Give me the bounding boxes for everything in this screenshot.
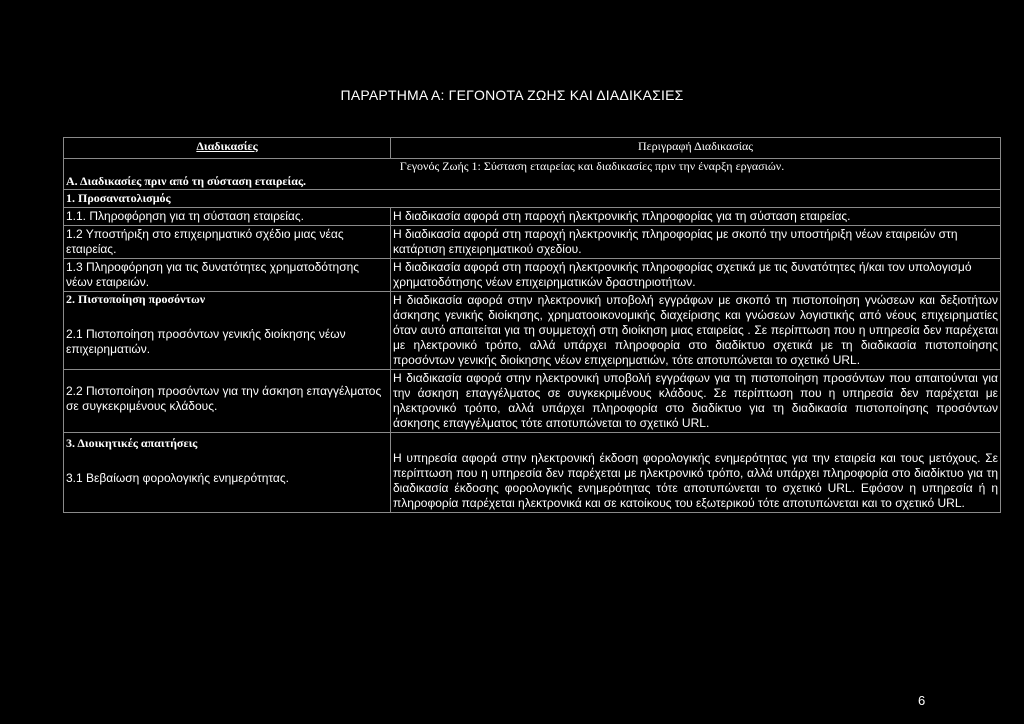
page-title: ΠΑΡΑΡΤΗΜΑ Α: ΓΕΓΟΝΟΤΑ ΖΩΗΣ ΚΑΙ ΔΙΑΔΙΚΑΣΙΕΣ xyxy=(340,87,684,103)
table-row xyxy=(64,208,1001,226)
header-procedures: Διαδικασίες xyxy=(64,138,391,159)
procedure-1-3: 1.3 Πληροφόρηση για τις δυνατότητες χρηματοδότησης νέων εταιρειών. xyxy=(64,259,391,292)
section-1-row xyxy=(64,190,1001,208)
table-row xyxy=(64,259,1001,292)
table-row xyxy=(64,226,1001,259)
description-1-3: Η διαδικασία αφορά στη παροχή ηλεκτρονικής πληροφορίας σχετικά με τις δυνατότητες ή/και τον υπολογισμό χρηματοδότησης νέων επιχειρηματικών δραστηριοτήτων. xyxy=(391,259,1001,292)
description-2-1: Η διαδικασία αφορά στην ηλεκτρονική υποβολή εγγράφων με σκοπό τη πιστοποίηση γνώσεων και δεξιοτήτων άσκησης γενικής διοίκησης, χρηματοοικονομικής διαχείρισης και γνώσεων λογιστικής από νέους επιχειρηματίες όταν αυτό απαιτείται για τη συμμετοχή στη διοίκηση μιας εταιρείας . Σε περίπτωση που η υπηρεσία δεν παρέχεται με ηλεκτρονικό τρόπο, αλλά υπάρχει πληροφορία στο διαδίκτυο σχετικά με τη διαδικασία πιστοποίησης προσόντων γενικής διοίκησης νέων επιχειρηματιών, τότε αποτυπώνεται το σχετικό URL. xyxy=(391,292,1001,370)
header-description: Περιγραφή Διαδικασίας xyxy=(391,138,1001,159)
page-number: 6 xyxy=(918,693,926,708)
description-3-1: Η υπηρεσία αφορά στην ηλεκτρονική έκδοση φορολογικής ενημερότητας για την εταιρεία και τους μετόχους. Σε περίπτωση που η υπηρεσία δεν παρέχεται με ηλεκτρονικό τρόπο, αλλά υπάρχει πληροφορία στο διαδίκτυο για τη διαδικασία έκδοσης φορολογικής ενημερότητας τότε αποτυπώνεται το σχετικό URL. Εφόσον η υπηρεσία ή η πληροφορία παρέχεται ηλεκτρονικά και σε κατοίκους του εξωτερικού τότε αποτυπώνεται και το σχετικό URL. xyxy=(391,433,1001,513)
table-row xyxy=(64,292,1001,370)
table-row xyxy=(64,370,1001,433)
section-1-title: 1. Προσανατολισμός xyxy=(64,190,1001,208)
description-1-1: Η διαδικασία αφορά στη παροχή ηλεκτρονικής πληροφορίας για τη σύσταση εταιρείας. xyxy=(391,208,1001,226)
procedure-1-2: 1.2 Υποστήριξη στο επιχειρηματικό σχέδιο μιας νέας εταιρείας. xyxy=(64,226,391,259)
procedure-1-1: 1.1. Πληροφόρηση για τη σύσταση εταιρείας. xyxy=(64,208,391,226)
section-3-title: 3. Διοικητικές απαιτήσεις xyxy=(66,436,198,450)
table-header-row xyxy=(64,138,1001,159)
procedure-2-2: 2.2 Πιστοποίηση προσόντων για την άσκηση επαγγέλματος σε συγκεκριμένους κλάδους. xyxy=(66,384,382,413)
description-1-2: Η διαδικασία αφορά στη παροχή ηλεκτρονικής πληροφορίας με σκοπό την υποστήριξη νέων εταιρειών στη κατάρτιση επιχειρηματικού σχεδίου. xyxy=(391,226,1001,259)
section-2-title: 2. Πιστοποίηση προσόντων xyxy=(66,292,206,306)
life-event-row xyxy=(64,159,1001,190)
description-2-2: Η διαδικασία αφορά στην ηλεκτρονική υποβολή εγγράφων για τη πιστοποίηση προσόντων που απαιτούνται για την άσκηση επαγγέλματος σε συγκεκριμένους κλάδους. Σε περίπτωση που η υπηρεσία δεν παρέχεται με ηλεκτρονικό τρόπο, αλλά υπάρχει πληροφορία στο διαδίκτυο για τη διαδικασία πιστοποίησης προσόντων άσκησης επαγγέλματος τότε αποτυπώνεται το σχετικό URL. xyxy=(391,370,1001,433)
procedure-3-1: 3.1 Βεβαίωση φορολογικής ενημερότητας. xyxy=(66,471,289,485)
procedure-2-1: 2.1 Πιστοποίηση προσόντων γενικής διοίκησης νέων επιχειρηματιών. xyxy=(66,327,346,356)
life-event-title: Γεγονός Ζωής 1: Σύσταση εταιρείας και διαδικασίες πριν την έναρξη εργασιών. xyxy=(399,159,785,173)
table-row xyxy=(64,433,1001,513)
procedures-table xyxy=(63,137,1001,513)
section-a-title: Α. Διαδικασίες πριν από τη σύσταση εταιρείας. xyxy=(66,174,306,188)
